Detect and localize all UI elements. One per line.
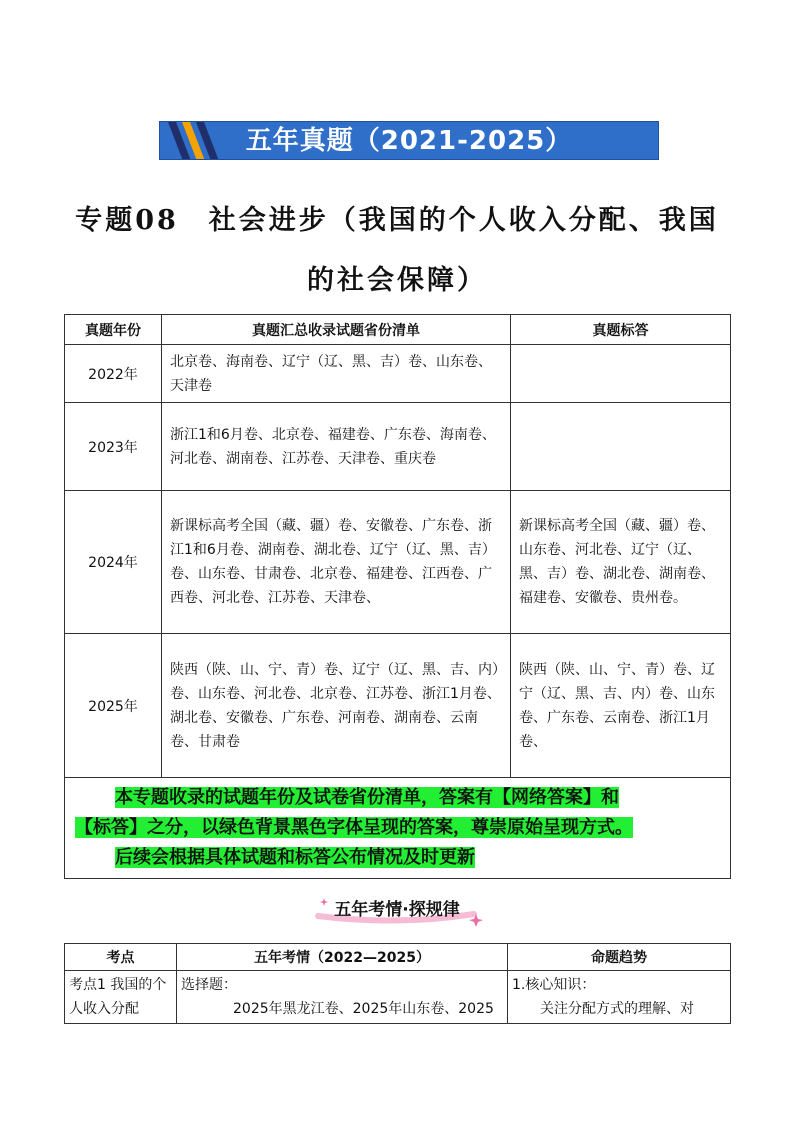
topic-title-line1: 专题08 社会进步（我国的个人收入分配、我国 <box>75 205 719 236</box>
trend-label: 1.核心知识： <box>512 977 596 993</box>
year-cell: 2025年 <box>65 634 162 778</box>
header-topic: 考点 <box>65 944 177 971</box>
table-row <box>65 345 731 403</box>
table-header-row <box>65 944 731 971</box>
situation-label: 选择题： <box>181 977 237 993</box>
year-cell: 2022年 <box>65 345 162 403</box>
note-line3 <box>75 843 720 873</box>
year-cell: 2023年 <box>65 403 162 491</box>
note-cell <box>65 778 731 879</box>
answers-cell <box>511 403 731 491</box>
topic-cell: 考点1 我国的个人收入分配 <box>65 971 177 1024</box>
table-row <box>65 491 731 634</box>
banner-title: 五年真题（2021-2025） <box>245 126 573 156</box>
list-cell: 陕西（陕、山、宁、青）卷、辽宁（辽、黑、吉、内）卷、山东卷、河北卷、北京卷、江苏卷、浙江1月卷、湖北卷、安徽卷、广东卷、河南卷、湖南卷、云南卷、甘肃卷 <box>162 634 511 778</box>
table-row <box>65 403 731 491</box>
exam-trend-table <box>64 943 731 1024</box>
list-cell: 新课标高考全国（藏、疆）卷、安徽卷、广东卷、浙江1和6月卷、湖南卷、湖北卷、辽宁（辽、黑、吉）卷、山东卷、甘肃卷、北京卷、福建卷、江西卷、广西卷、河北卷、江苏卷、天津卷、 <box>162 491 511 634</box>
year-cell: 2024年 <box>65 491 162 634</box>
topic-title-line2: 的社会保障） <box>307 265 487 296</box>
note-line2 <box>75 813 720 843</box>
header-year: 真题年份 <box>65 315 162 345</box>
list-cell: 浙江1和6月卷、北京卷、福建卷、广东卷、海南卷、河北卷、湖南卷、江苏卷、天津卷、重庆卷 <box>162 403 511 491</box>
note-text-1: 本专题收录的试题年份及试卷省份清单，答案有【网络答案】和 <box>115 787 619 808</box>
trend-cell <box>508 971 731 1024</box>
header-answers: 真题标答 <box>511 315 731 345</box>
note-line1 <box>75 783 720 813</box>
answers-cell <box>511 345 731 403</box>
table-header-row <box>65 315 731 345</box>
header-list: 真题汇总收录试题省份清单 <box>162 315 511 345</box>
header-trend: 命题趋势 <box>508 944 731 971</box>
note-row <box>65 778 731 879</box>
answers-cell: 新课标高考全国（藏、疆）卷、山东卷、河北卷、辽宁（辽、黑、吉）卷、湖北卷、湖南卷、福建卷、安徽卷、贵州卷。 <box>511 491 731 634</box>
section-title: 五年考情·探规律 <box>334 900 460 920</box>
exam-list-table <box>64 314 731 879</box>
header-situation: 五年考情（2022—2025） <box>177 944 508 971</box>
situation-cell <box>177 971 508 1024</box>
answers-cell: 陕西（陕、山、宁、青）卷、辽宁（辽、黑、吉、内）卷、山东卷、广东卷、云南卷、浙江1月卷、 <box>511 634 731 778</box>
table-row <box>65 634 731 778</box>
situation-text: 2025年黑龙江卷、2025年山东卷、2025 <box>233 1001 494 1017</box>
table-row <box>65 971 731 1024</box>
note-text-3: 后续会根据具体试题和标答公布情况及时更新 <box>115 847 475 868</box>
note-text-2: 【标答】之分，以绿色背景黑色字体呈现的答案，尊崇原始呈现方式。 <box>75 817 633 838</box>
title-banner <box>159 121 659 160</box>
trend-text: 关注分配方式的理解、对 <box>540 1001 694 1017</box>
list-cell: 北京卷、海南卷、辽宁（辽、黑、吉）卷、山东卷、天津卷 <box>162 345 511 403</box>
